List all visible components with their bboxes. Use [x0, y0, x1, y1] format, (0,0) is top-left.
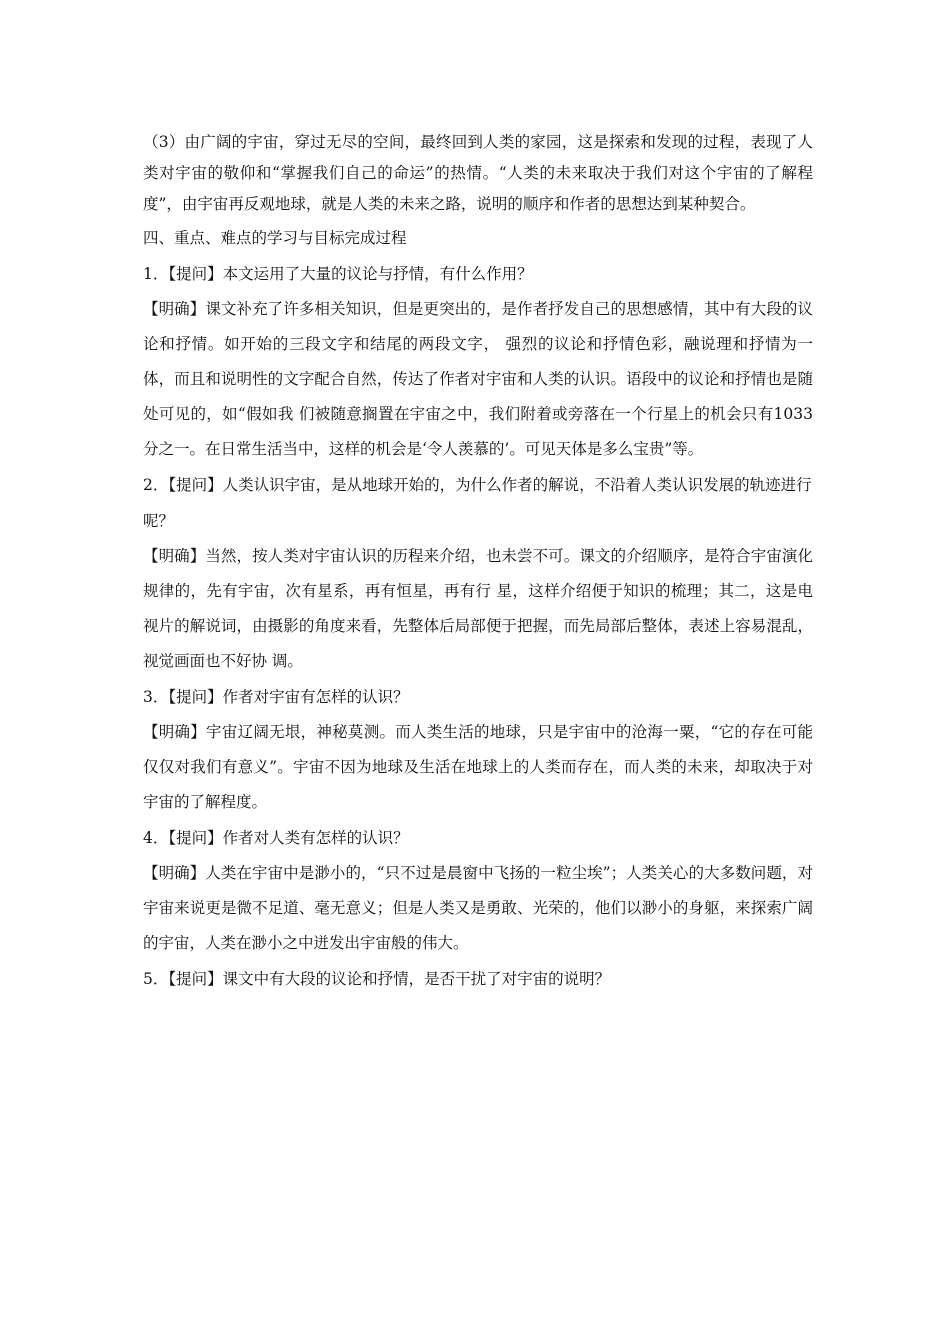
intro-paragraph: （3）由广阔的宇宙，穿过无尽的空间，最终回到人类的家园，这是探索和发现的过程，表现了人类对宇宙的敬仰和“掌握我们自己的命运”的热情。“人类的未来取决于我们对这个宇宙的了解程度”，由宇宙再反观地球，就是人类的未来之路，说明的顺序和作者的思想达到某种契合。: [143, 133, 813, 213]
question-2: 2．【提问】人类认识宇宙，是从地球开始的，为什么作者的解说，不沿着人类认识发展的轨迹进行呢？: [143, 476, 812, 530]
answer-2: 【明确】当然，按人类对宇宙认识的历程来介绍，也未尝不可。课文的介绍顺序，是符合宇宙演化规律的，先有宇宙，次有星系，再有恒星，再有行 星，这样介绍便于知识的梳理；其二，这是电视片的解说词，由摄影的角度来看，先整体后局部便于把握，而先局部后整体，表述上容易混乱，视觉画面也不好协 调。: [143, 547, 813, 670]
question-3: 3．【提问】作者对宇宙有怎样的认识？: [143, 688, 409, 706]
answer-1: 【明确】课文补充了许多相关知识，但是更突出的，是作者抒发自己的思想感情，其中有大段的议论和抒情。如开始的三段文字和结尾的两段文字， 强烈的议论和抒情色彩，融说理和抒情为一体，而且和说明性的文字配合自然，传达了作者对宇宙和人类的认识。语段中的议论和抒情也是随处可见的，如“假如我 们被随意搁置在宇宙之中，我们附着或旁落在一个行星上的机会只有1033分之一。在日常生活当中，这样的机会是‘令人羡慕的’。可见天体是多么宝贵”等。: [143, 300, 813, 458]
section-heading: 四、重点、难点的学习与目标完成过程: [143, 229, 407, 247]
answer-3: 【明确】宇宙辽阔无垠，神秘莫测。而人类生活的地球，只是宇宙中的沧海一粟，“它的存在可能仅仅对我们有意义”。宇宙不因为地球及生活在地球上的人类而存在，而人类的未来，却取决于对宇宙的了解程度。: [143, 723, 813, 811]
question-4: 4．【提问】作者对人类有怎样的认识？: [143, 829, 409, 847]
answer-4: 【明确】人类在宇宙中是渺小的，“只不过是晨窗中飞扬的一粒尘埃”；人类关心的大多数问题，对宇宙来说更是微不足道、毫无意义；但是人类又是勇敢、光荣的，他们以渺小的身躯，来探索广阔的宇宙，人类在渺小之中迸发出宇宙般的伟大。: [143, 864, 813, 952]
question-1: 1．【提问】本文运用了大量的议论与抒情，有什么作用？: [143, 265, 533, 283]
question-5: 5．【提问】课文中有大段的议论和抒情，是否干扰了对宇宙的说明？: [143, 970, 611, 988]
document-body: [143, 127, 813, 997]
